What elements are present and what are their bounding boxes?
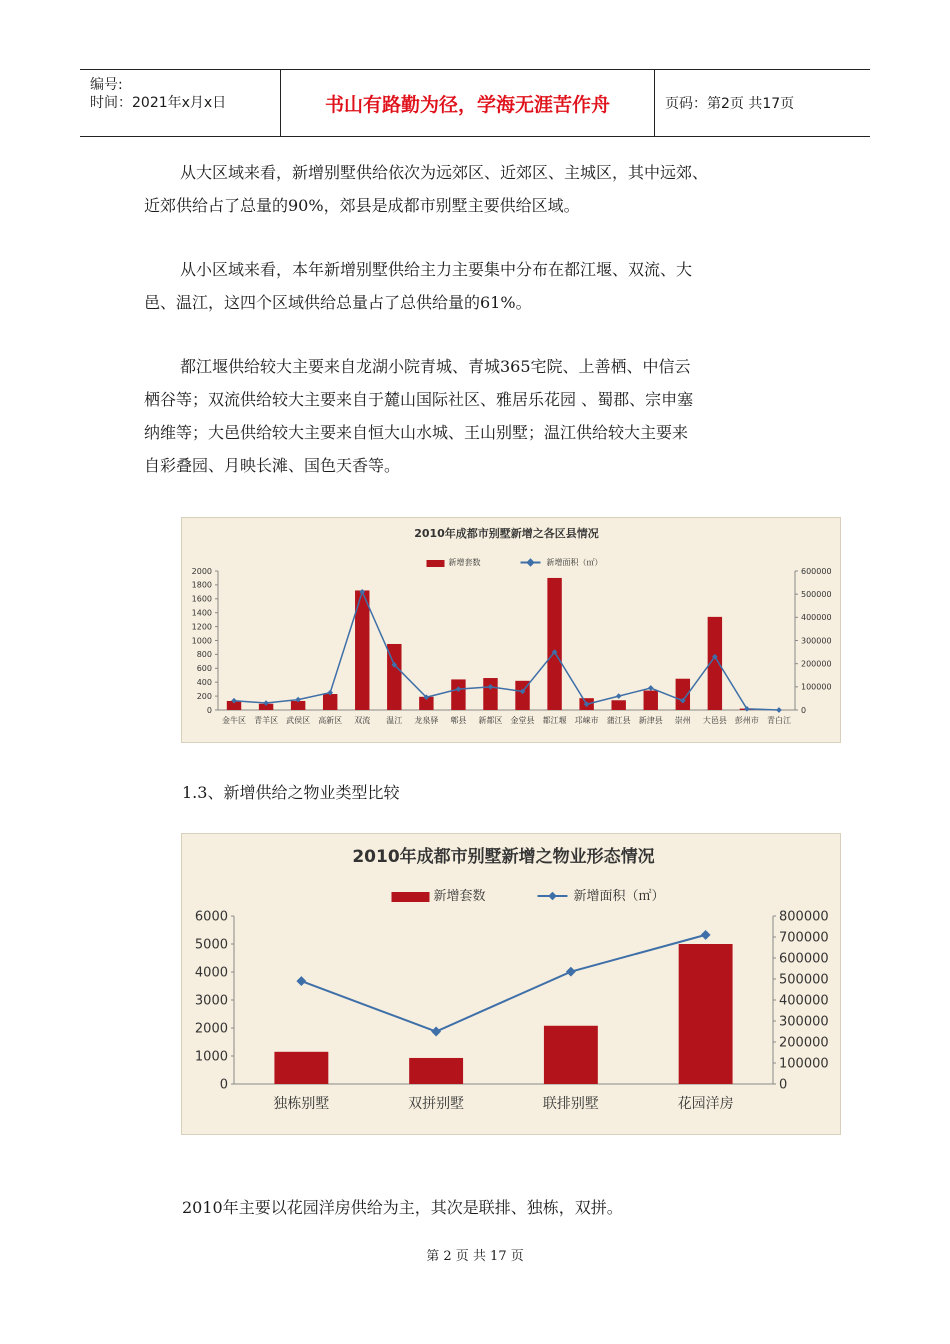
x-tick-label: 新都区 <box>478 716 503 725</box>
y-tick-label-right: 100000 <box>801 682 832 692</box>
legend-marker <box>526 558 534 566</box>
x-tick-label: 联排别墅 <box>542 1096 599 1112</box>
y-tick-label-left: 1000 <box>191 636 212 646</box>
line-point <box>431 1027 441 1037</box>
y-tick-label-left: 5000 <box>194 937 228 953</box>
section-title: 1.3、新增供给之物业类型比较 <box>182 783 400 802</box>
chart-title: 2010年成都市别墅新增之各区县情况 <box>414 527 599 540</box>
district-chart <box>182 518 840 742</box>
y-tick-label-left: 400 <box>196 678 212 687</box>
bar <box>611 700 625 710</box>
x-tick-label: 双流 <box>354 716 371 725</box>
paragraph-line: 从大区域来看，新增别墅供给依次为远郊区、近郊区、主城区，其中远郊、 <box>180 163 709 182</box>
line-point <box>616 693 622 699</box>
paragraph-2 <box>144 253 814 319</box>
y-tick-label-right: 500000 <box>801 589 832 599</box>
bar <box>483 678 497 710</box>
legend-label: 新增套数 <box>448 558 481 567</box>
y-tick-label-left: 600 <box>196 664 212 674</box>
y-tick-label-right: 500000 <box>779 972 829 988</box>
y-tick-label-left: 0 <box>219 1077 228 1093</box>
x-tick-label: 青白江 <box>766 716 791 725</box>
x-tick-label: 都江堰 <box>542 716 567 725</box>
page-header <box>80 69 870 137</box>
x-tick-label: 温江 <box>386 716 403 725</box>
line-point <box>648 685 654 691</box>
series-line <box>234 592 779 710</box>
y-tick-label-left: 1600 <box>191 594 212 604</box>
bar <box>644 691 658 710</box>
y-tick-label-left: 800 <box>196 650 212 660</box>
x-tick-label: 蒲江县 <box>606 716 631 725</box>
y-tick-label-right: 200000 <box>801 659 832 669</box>
y-tick-label-right: 0 <box>779 1077 788 1093</box>
bar <box>274 1052 328 1084</box>
x-tick-label: 金堂县 <box>510 716 535 725</box>
paragraph-3 <box>144 350 814 482</box>
conclusion-text: 2010年主要以花园洋房供给为主，其次是联排、独栋，双拼。 <box>182 1198 623 1217</box>
district-chart-frame <box>181 517 841 743</box>
bar <box>679 944 733 1084</box>
y-tick-label-right: 400000 <box>801 613 832 623</box>
y-tick-label-left: 0 <box>206 705 212 715</box>
paragraph-1 <box>144 156 814 222</box>
x-tick-label: 双拼别墅 <box>408 1096 465 1112</box>
header-motto: 书山有路勤为径，学海无涯苦作舟 <box>281 70 655 136</box>
y-tick-label-left: 3000 <box>194 993 228 1009</box>
line-point <box>776 707 782 713</box>
x-tick-label: 武侯区 <box>286 716 311 725</box>
x-tick-label: 花园洋房 <box>677 1096 734 1112</box>
line-point <box>566 967 576 977</box>
header-meta-cell <box>80 70 281 136</box>
x-tick-label: 邛崃市 <box>574 716 599 725</box>
y-tick-label-right: 200000 <box>779 1035 829 1051</box>
line-point <box>701 930 711 940</box>
line-point <box>296 976 306 986</box>
paragraph-line: 纳维等；大邑供给较大主要来自恒大山水城、王山别墅；温江供给较大主要来 <box>144 423 689 442</box>
paragraph-line: 邑、温江，这四个区域供给总量占了总供给量的61%。 <box>144 293 532 312</box>
y-tick-label-left: 1000 <box>194 1049 228 1065</box>
bar <box>323 694 337 710</box>
bar <box>544 1026 598 1084</box>
paragraph-line: 从小区域来看，本年新增别墅供给主力主要集中分布在都江堰、双流、大 <box>180 260 693 279</box>
y-tick-label-left: 1200 <box>191 622 212 632</box>
y-tick-label-right: 600000 <box>779 951 829 967</box>
legend-label: 新增套数 <box>433 889 486 904</box>
x-tick-label: 金牛区 <box>222 716 247 725</box>
y-tick-label-left: 2000 <box>191 566 212 576</box>
y-tick-label-right: 600000 <box>801 566 832 576</box>
x-tick-label: 郫县 <box>450 716 467 725</box>
page-footer: 第 2 页 共 17 页 <box>426 1249 524 1264</box>
bar <box>547 578 561 710</box>
legend-swatch-bar <box>392 892 430 902</box>
x-tick-label: 青羊区 <box>254 716 279 725</box>
header-page-info <box>665 70 870 136</box>
y-tick-label-left: 2000 <box>194 1021 228 1037</box>
y-tick-label-right: 700000 <box>779 930 829 946</box>
y-tick-label-left: 1400 <box>191 608 212 618</box>
legend-marker <box>548 892 556 900</box>
y-tick-label-left: 6000 <box>194 909 228 925</box>
x-tick-label: 独栋别墅 <box>273 1096 330 1112</box>
property-type-chart <box>182 834 840 1134</box>
time-label: 时间：2021年x月x日 <box>90 95 227 111</box>
x-tick-label: 大邑县 <box>702 716 727 725</box>
y-tick-label-right: 100000 <box>779 1056 829 1072</box>
paragraph-line: 栖谷等；双流供给较大主要来自于麓山国际社区、雅居乐花园 、蜀郡、宗申塞 <box>144 390 694 409</box>
y-tick-label-right: 300000 <box>779 1014 829 1030</box>
x-tick-label: 彭州市 <box>734 716 759 725</box>
bar <box>409 1058 463 1084</box>
page-info-text: 页码：第2页 共17页 <box>665 96 795 112</box>
property-type-chart-frame <box>181 833 841 1135</box>
paragraph-line: 都江堰供给较大主要来自龙湖小院青城、青城365宅院、上善栖、中信云 <box>180 357 691 376</box>
y-tick-label-left: 1800 <box>191 580 212 590</box>
y-tick-label-right: 0 <box>801 705 807 715</box>
x-tick-label: 新津县 <box>638 716 663 725</box>
y-tick-label-right: 300000 <box>801 636 832 646</box>
y-tick-label-left: 4000 <box>194 965 228 981</box>
x-tick-label: 龙泉驿 <box>414 716 439 725</box>
x-tick-label: 崇州 <box>674 716 691 725</box>
bar <box>451 679 465 710</box>
y-tick-label-left: 200 <box>196 691 212 701</box>
legend-swatch-bar <box>427 560 445 567</box>
series-line <box>301 935 705 1032</box>
paragraph-line: 自彩叠园、月映长滩、国色天香等。 <box>144 456 401 475</box>
legend-label: 新增面积（㎡） <box>546 558 603 567</box>
y-tick-label-right: 400000 <box>779 993 829 1009</box>
y-tick-label-right: 800000 <box>779 909 829 925</box>
paragraph-line: 近郊供给占了总量的90%，郊县是成都市别墅主要供给区域。 <box>144 196 580 215</box>
number-label: 编号: <box>90 77 123 93</box>
legend-label: 新增面积（㎡） <box>573 889 665 904</box>
x-tick-label: 高新区 <box>318 716 343 725</box>
chart-title: 2010年成都市别墅新增之物业形态情况 <box>352 847 655 867</box>
